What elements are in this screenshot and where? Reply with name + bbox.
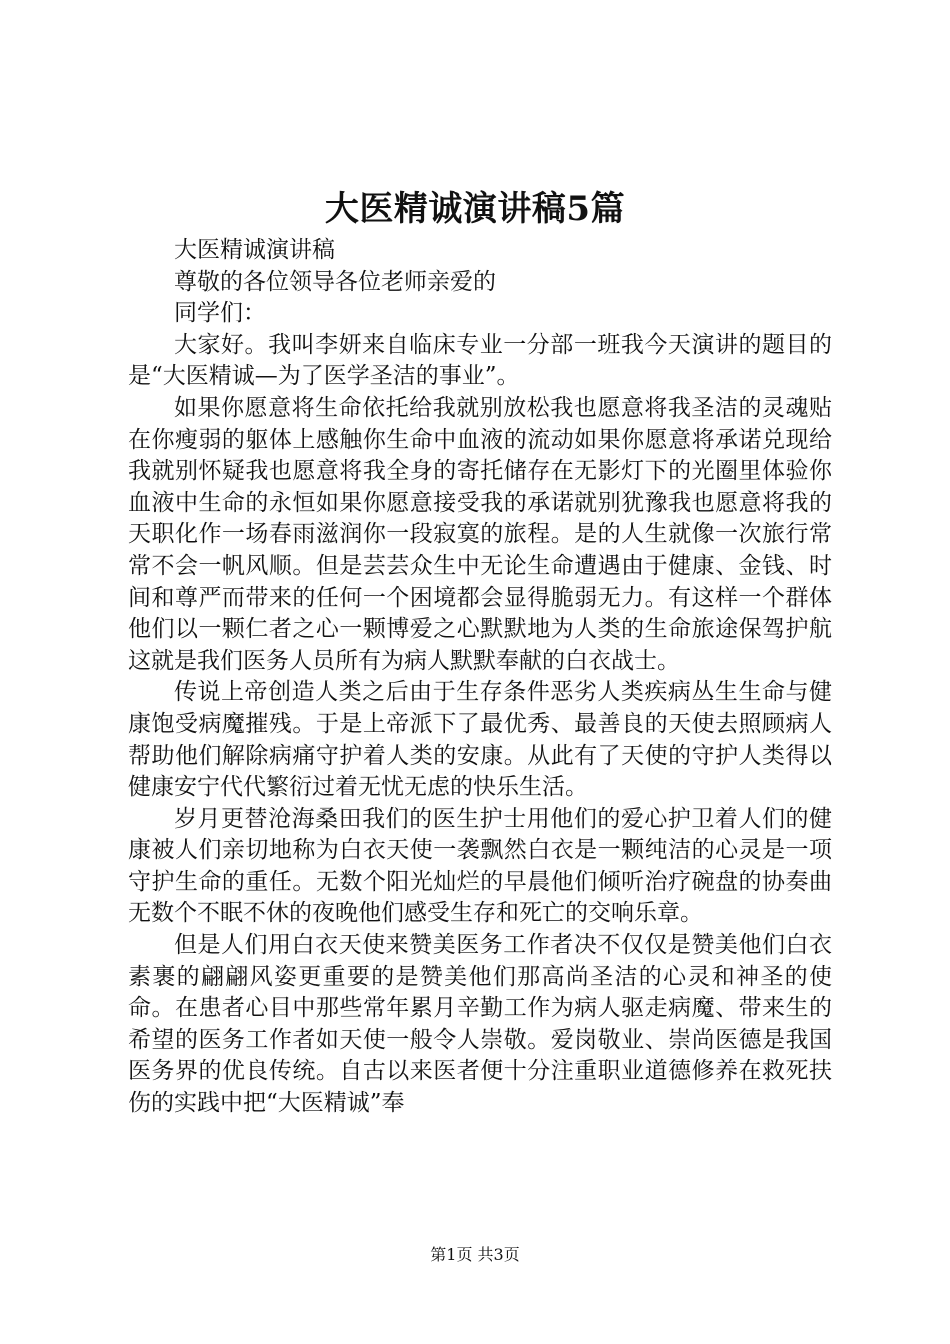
page-footer: 第1页 共3页 (430, 1245, 520, 1264)
paragraph: 尊敬的各位领导各位老师亲爱的 (174, 268, 496, 295)
document-title: 大医精诚演讲稿5篇 (324, 189, 626, 229)
document-body (128, 235, 832, 1120)
paragraph: 大医精诚演讲稿 (174, 237, 335, 263)
paragraph: 如果你愿意将生命依托给我就别放松我也愿意将我圣洁的灵魂贴在你瘦弱的躯体上感触你生命中血液的流动如果你愿意将承诺兑现给我就别怀疑我也愿意将我全身的寄托储存在无影灯下的光圈里体验你血液中生命的永恒如果你愿意接受我的承诺就别犹豫我也愿意将我的天职化作一场春雨滋润你一段寂寞的旅程。是的人生就像一次旅行常常不会一帆风顺。但是芸芸众生中无论生命遭遇由于健康、金钱、时间和尊严而带来的任何一个困境都会显得脆弱无力。有这样一个群体他们以一颗仁者之心一颗博爱之心默默地为人类的生命旅途保驾护航这就是我们医务人员所有为病人默默奉献的白衣战士。 (128, 394, 832, 674)
paragraph: 传说上帝创造人类之后由于生存条件恶劣人类疾病丛生生命与健康饱受病魔摧残。于是上帝派下了最优秀、最善良的天使去照顾病人帮助他们解除病痛守护着人类的安康。从此有了天使的守护人类得以健康安宁代代繁衍过着无忧无虑的快乐生活。 (128, 679, 832, 801)
paragraph: 大家好。我叫李妍来自临床专业一分部一班我今天演讲的题目的是“大医精诚—为了医学圣洁的事业”。 (128, 331, 832, 390)
paragraph: 但是人们用白衣天使来赞美医务工作者决不仅仅是赞美他们白衣素裹的翩翩风姿更重要的是赞美他们那高尚圣洁的心灵和神圣的使命。在患者心目中那些常年累月辛勤工作为病人驱走病魔、带来生的希望的医务工作者如天使一般令人崇敬。爱岗敬业、崇尚医德是我国医务界的优良传统。自古以来医者便十分注重职业道德修养在救死扶伤的实践中把“大医精诚”奉 (128, 932, 832, 1117)
paragraph: 同学们： (174, 300, 266, 327)
paragraph: 岁月更替沧海桑田我们的医生护士用他们的爱心护卫着人们的健康被人们亲切地称为白衣天使一袭飘然白衣是一颗纯洁的心灵是一项守护生命的重任。无数个阳光灿烂的早晨他们倾听治疗碗盘的协奏曲无数个不眠不休的夜晚他们感受生存和死亡的交响乐章。 (128, 805, 832, 927)
